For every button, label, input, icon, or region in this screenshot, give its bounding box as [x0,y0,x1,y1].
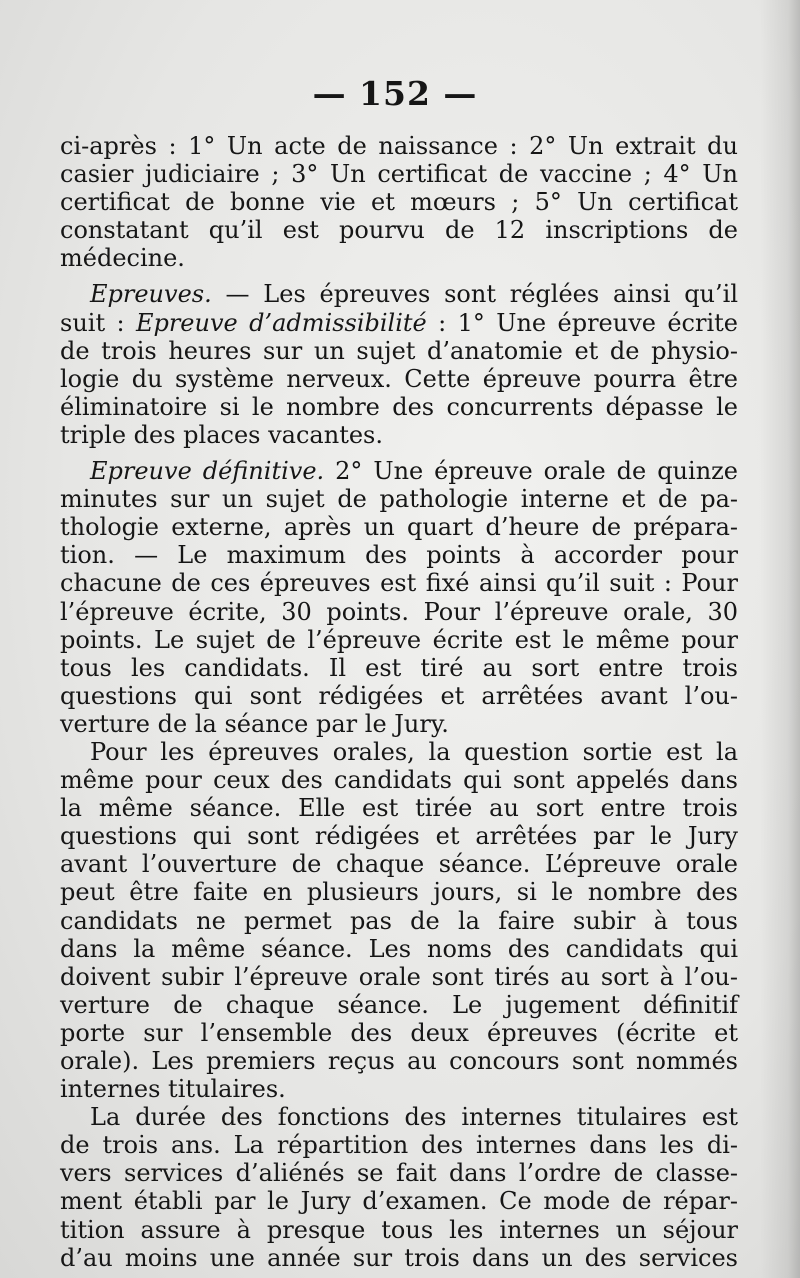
text-fragment: dans la même séance. Les noms des candidats qui [60,934,738,963]
text-fragment: vers services d’aliénés se fait dans l’ordre de classe- [60,1159,738,1188]
text-fragment: ment établi par le Jury d’examen. Ce mode de répar- [60,1187,738,1216]
text-fragment: chacune de ces épreuves est fixé ainsi qu’il suit : Pour [60,569,738,598]
text-line [60,1103,738,1131]
text-line [60,393,738,421]
text-fragment: internes titulaires. [60,1075,286,1104]
text-line [60,1131,738,1159]
text-line [60,794,738,822]
text-fragment: La durée des fonctions des internes titulaires est [90,1103,738,1132]
text-line [60,280,738,308]
text-line [60,337,738,365]
text-line [60,766,738,794]
page-number: — 152 — [312,74,478,113]
text-fragment: l’épreuve écrite, 30 points. Pour l’épreuve orale, 30 [60,597,738,626]
text-line [60,513,738,541]
text-fragment: la même séance. Elle est tirée au sort entre trois [60,794,738,823]
text-line [60,822,738,850]
text-line [60,365,738,393]
text-fragment: de trois heures sur un sujet d’anatomie et de physio- [60,336,738,365]
text-line [60,710,738,738]
text-fragment: ci-après : 1° Un acte de naissance : 2° Un extrait du [60,132,738,160]
text-line [60,1075,738,1103]
text-fragment: certificat de bonne vie et mœurs ; 5° Un certificat [60,188,738,217]
text-fragment: — Les épreuves sont réglées ainsi qu’il [211,280,738,309]
text-line [60,485,738,513]
text-line [60,991,738,1019]
text-fragment: Pour les épreuves orales, la question sortie est la [90,737,738,766]
text-line [60,457,738,485]
text-line [60,541,738,569]
paragraph-gap [60,449,738,457]
paragraph-gap [60,272,738,280]
text-fragment: 2° Une épreuve orale de quinze [324,457,738,486]
text-fragment: orale). Les premiers reçus au concours sont nommés [60,1047,738,1075]
text-fragment: tous les candidats. Il est tiré au sort entre trois [60,653,738,682]
text-line [60,598,738,626]
text-line [60,1047,738,1075]
text-fragment: porte sur l’ensemble des deux épreuves (écrite et [60,1018,738,1047]
text-fragment: thologie externe, après un quart d’heure de prépara- [60,513,738,542]
text-fragment: médecine. [60,244,185,273]
text-fragment: éliminatoire si le nombre des concurrents dépasse le [60,392,738,421]
text-line [60,738,738,766]
text-fragment: d’au moins une année sur trois dans un des services [60,1243,738,1272]
text-fragment: tition assure à presque tous les internes un séjour [60,1215,738,1244]
text-fragment: candidats ne permet pas de la faire subir à tous [60,906,738,935]
text-fragment: : 1° Une épreuve écrite [426,308,738,337]
text-fragment: points. Le sujet de l’épreuve écrite est le même pour [60,625,738,654]
text-line [60,626,738,654]
text-fragment: doivent subir l’épreuve orale sont tirés au sort à l’ou- [60,962,738,991]
text-fragment: de trois ans. La répartition des internes dans les di- [60,1131,738,1160]
text-fragment: verture de chaque séance. Le jugement définitif [60,990,738,1019]
text-fragment: même pour ceux des candidats qui sont appelés dans [60,766,738,795]
text-line [60,132,738,160]
text-fragment: logie du système nerveux. Cette épreuve pourra être [60,364,738,393]
text-line [60,654,738,682]
text-line [60,216,738,244]
text-line [60,309,738,337]
text-fragment: casier judiciaire ; 3° Un certificat de vaccine ; 4° Un [60,160,738,189]
body-text [60,132,738,1272]
text-fragment: verture de la séance par le Jury. [60,709,449,738]
text-fragment: avant l’ouverture de chaque séance. L’épreuve orale [60,850,738,879]
text-line [60,1019,738,1047]
text-fragment: peut être faite en plusieurs jours, si le nombre des [60,878,738,907]
text-fragment: constatant qu’il est pourvu de 12 inscriptions de [60,216,738,245]
text-line [60,244,738,272]
text-line [60,569,738,597]
text-line [60,421,738,449]
text-line [60,850,738,878]
italic-heading: Epreuves. [90,280,212,309]
text-line [60,1187,738,1215]
text-line [60,682,738,710]
text-line [60,160,738,188]
text-fragment: suit : [60,308,136,337]
text-line [60,1244,738,1272]
text-fragment: questions qui sont rédigées et arrêtées par le Jury [60,822,738,851]
text-line [60,963,738,991]
italic-heading: Epreuve définitive. [90,457,325,486]
text-line [60,907,738,935]
text-line [60,878,738,906]
text-line [60,188,738,216]
text-line [60,1159,738,1187]
text-fragment: questions qui sont rédigées et arrêtées avant l’ou- [60,681,738,710]
text-fragment: tion. — Le maximum des points à accorder pour [60,541,738,570]
text-line [60,1216,738,1244]
italic-heading: Epreuve d’admissibilité [135,308,427,337]
text-fragment: minutes sur un sujet de pathologie interne et de pa- [60,485,738,514]
text-line [60,935,738,963]
text-fragment: triple des places vacantes. [60,420,383,449]
